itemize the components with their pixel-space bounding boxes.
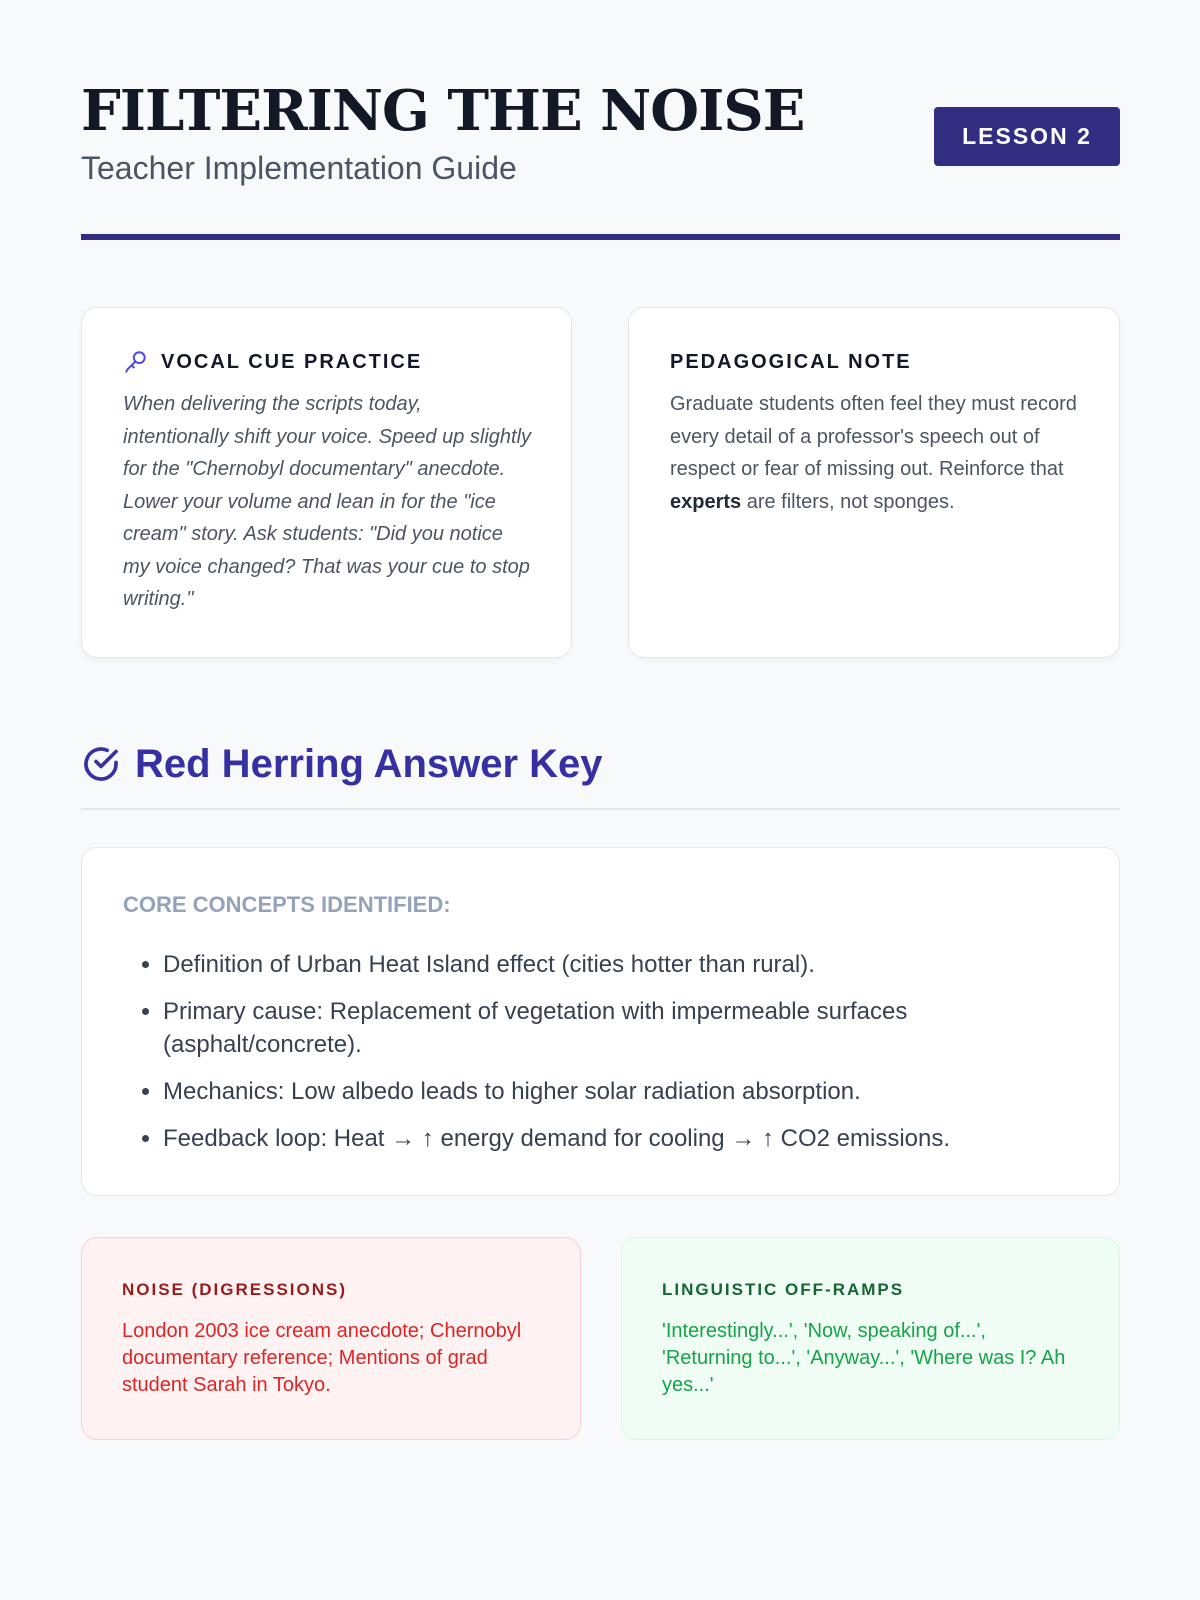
vocal-cue-heading-row (123, 350, 531, 374)
microphone-icon (123, 349, 149, 375)
pedagogical-note-heading: PEDAGOGICAL NOTE (670, 350, 912, 373)
pedagogical-note-text-end: are filters, not sponges. (741, 490, 955, 513)
core-concepts-list (123, 948, 1078, 1155)
vocal-cue-heading: VOCAL CUE PRACTICE (161, 350, 423, 373)
noise-text: London 2003 ice cream anecdote; Chernobyl documentary reference; Mentions of grad student Sarah in Tokyo. (122, 1320, 522, 1396)
off-ramps-heading: LINGUISTIC OFF-RAMPS (662, 1280, 905, 1299)
lesson-badge: LESSON 2 (934, 107, 1120, 166)
list-item: • Mechanics: Low albedo leads to higher solar radiation absorption. (163, 1075, 1078, 1108)
answer-key-heading (81, 740, 1120, 810)
core-concepts-card (81, 847, 1120, 1196)
bottom-cards (81, 1237, 1120, 1440)
vocal-cue-text: When delivering the scripts today, intentionally shift your voice. Speed up slightly for the "Chernobyl documentary" anecdote. Lower your volume and lean in for the "ice cream" story. Ask students: "Did you notice my voice changed? That was your cue to stop writing." (123, 393, 532, 610)
noise-heading: NOISE (DIGRESSIONS) (122, 1280, 348, 1299)
page-header (81, 0, 1120, 242)
check-circle-icon (81, 744, 121, 784)
top-cards (81, 307, 1120, 658)
header-divider (81, 234, 1120, 240)
noise-card (81, 1237, 581, 1440)
pedagogical-note-text (670, 388, 1079, 518)
pedagogical-note-card (628, 307, 1120, 658)
off-ramps-card (621, 1237, 1120, 1440)
off-ramps-text: 'Interestingly...', 'Now, speaking of...', 'Returning to...', 'Anyway...', 'Where was I? Ah yes...' (662, 1320, 1066, 1396)
page-title: FILTERING THE NOISE (81, 78, 805, 144)
list-item: • Primary cause: Replacement of vegetation with impermeable surfaces (asphalt/concrete). (163, 995, 1078, 1061)
page-subtitle: Teacher Implementation Guide (81, 150, 517, 186)
pedagogical-note-emphasis: experts (670, 490, 742, 513)
answer-key-title: Red Herring Answer Key (135, 742, 603, 786)
pedagogical-note-text-start: Graduate students often feel they must record every detail of a professor's speech out of respect or fear of missing out. Reinforce that (670, 393, 1077, 480)
list-item: • Feedback loop: Heat → ↑ energy demand for cooling → ↑ CO2 emissions. (163, 1122, 1078, 1155)
guide-page (81, 0, 1120, 1396)
core-concepts-label: CORE CONCEPTS IDENTIFIED: (123, 892, 451, 917)
list-item: • Definition of Urban Heat Island effect (cities hotter than rural). (163, 948, 1078, 981)
vocal-cue-card (81, 307, 572, 658)
